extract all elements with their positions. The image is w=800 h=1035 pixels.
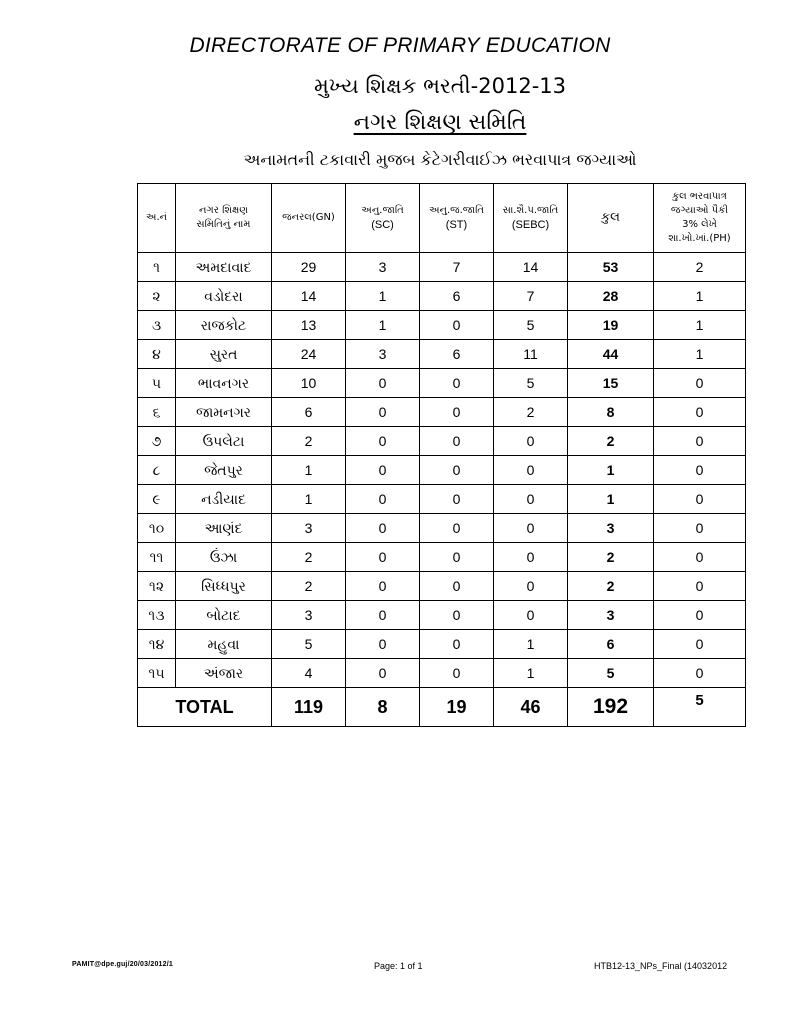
table-row [138,340,746,369]
col-header-ph-line1: કુલ ભરવાપાત્ર [672,191,727,202]
cell-gn: 13 [272,311,346,340]
cell-gn: 4 [272,659,346,688]
cell-name: રાજકોટ [176,311,272,340]
cell-total: 6 [568,630,654,659]
cell-name: મહુવા [176,630,272,659]
cell-ph: 1 [654,282,746,311]
cell-gn: 2 [272,572,346,601]
total-grand: 192 [568,688,654,727]
cell-sebc: 1 [494,659,568,688]
col-header-ph-line3: 3% લેખે [682,219,717,230]
cell-st: 0 [420,369,494,398]
cell-sn: ૫ [138,369,176,398]
table-row [138,543,746,572]
table-row [138,601,746,630]
cell-name: જામનગર [176,398,272,427]
recruitment-title: મુખ્ય શિક્ષક ભરતી-2012-13 [313,74,567,98]
cell-total: 15 [568,369,654,398]
cell-ph: 0 [654,630,746,659]
cell-ph: 0 [654,398,746,427]
col-header-sc [346,184,420,253]
col-header-name-line2: સમિતિનું નામ [196,219,251,230]
committee-subtitle: નગર શિક્ષણ સમિતિ [353,110,527,135]
table-row [138,398,746,427]
cell-total: 28 [568,282,654,311]
cell-ph: 0 [654,456,746,485]
cell-sebc: 0 [494,601,568,630]
table-row [138,630,746,659]
cell-sc: 0 [346,369,420,398]
cell-gn: 14 [272,282,346,311]
col-header-sc-line1: અનુ.જાતિ [361,205,404,216]
cell-ph: 1 [654,311,746,340]
table-row [138,456,746,485]
directorate-title: DIRECTORATE OF PRIMARY EDUCATION [189,34,611,57]
cell-sn: ૧૨ [138,572,176,601]
table-row [138,572,746,601]
cell-total: 53 [568,253,654,282]
cell-sebc: 0 [494,456,568,485]
col-header-ph [654,184,746,253]
cell-ph: 0 [654,572,746,601]
cell-sebc: 1 [494,630,568,659]
col-header-gn: જનરલ(GN) [272,184,346,253]
cell-sc: 3 [346,340,420,369]
footer-user-stamp: PAMIT@dpe.guj/20/03/2012/1 [72,961,173,968]
cell-sc: 3 [346,253,420,282]
cell-st: 0 [420,398,494,427]
cell-st: 0 [420,485,494,514]
cell-sc: 0 [346,485,420,514]
cell-sn: ૪ [138,340,176,369]
cell-gn: 6 [272,398,346,427]
cell-ph: 1 [654,340,746,369]
cell-name: જેતપુર [176,456,272,485]
cell-name: આણંદ [176,514,272,543]
cell-gn: 29 [272,253,346,282]
cell-st: 0 [420,572,494,601]
col-header-sebc-line2: (SEBC) [511,219,550,231]
cell-sc: 0 [346,630,420,659]
footer-file-name: HTB12-13_NPs_Final (14032012 [594,961,728,971]
cell-sn: ૭ [138,427,176,456]
cell-sc: 0 [346,543,420,572]
cell-sn: ૮ [138,456,176,485]
cell-sebc: 14 [494,253,568,282]
cell-gn: 24 [272,340,346,369]
total-st: 19 [420,688,494,727]
cell-st: 0 [420,514,494,543]
cell-sc: 0 [346,572,420,601]
cell-total: 44 [568,340,654,369]
cell-sebc: 0 [494,514,568,543]
cell-total: 8 [568,398,654,427]
cell-sn: ૬ [138,398,176,427]
cell-gn: 1 [272,456,346,485]
cell-sn: ૧૧ [138,543,176,572]
cell-total: 5 [568,659,654,688]
cell-ph: 0 [654,543,746,572]
cell-sc: 0 [346,514,420,543]
cell-st: 0 [420,601,494,630]
cell-name: સુરત [176,340,272,369]
cell-sc: 0 [346,601,420,630]
col-header-st-line1: અનુ.જ.જાતિ [428,205,485,216]
cell-sn: ૯ [138,485,176,514]
table-row [138,485,746,514]
cell-ph: 0 [654,601,746,630]
footer-page-number: Page: 1 of 1 [374,961,423,971]
cell-total: 3 [568,514,654,543]
col-header-st-line2: (ST) [445,219,468,231]
cell-ph: 0 [654,514,746,543]
table-body [138,253,746,688]
cell-st: 6 [420,340,494,369]
col-header-st [420,184,494,253]
col-header-total: કુલ [568,184,654,253]
cell-sc: 1 [346,311,420,340]
cell-name: અમદાવાદ [176,253,272,282]
cell-ph: 2 [654,253,746,282]
col-header-sn: અ.નં [138,184,176,253]
cell-sebc: 0 [494,572,568,601]
cell-sebc: 0 [494,543,568,572]
cell-sn: ૧૫ [138,659,176,688]
cell-total: 1 [568,485,654,514]
table-row [138,311,746,340]
cell-ph: 0 [654,485,746,514]
cell-name: નડીયાદ [176,485,272,514]
cell-sn: ૧૪ [138,630,176,659]
table-row [138,282,746,311]
cell-total: 19 [568,311,654,340]
vacancy-table [137,183,746,727]
cell-total: 2 [568,543,654,572]
cell-sc: 0 [346,456,420,485]
cell-name: ભાવનગર [176,369,272,398]
cell-name: બોટાદ [176,601,272,630]
cell-gn: 1 [272,485,346,514]
cell-gn: 5 [272,630,346,659]
table-row [138,514,746,543]
cell-gn: 10 [272,369,346,398]
cell-name: સિધ્ધપુર [176,572,272,601]
total-sebc: 46 [494,688,568,727]
total-ph: 5 [654,688,746,727]
cell-name: અંજાર [176,659,272,688]
cell-sc: 0 [346,659,420,688]
cell-sebc: 0 [494,427,568,456]
col-header-name-line1: નગર શિક્ષણ [198,205,249,216]
cell-gn: 2 [272,543,346,572]
cell-st: 0 [420,630,494,659]
cell-total: 2 [568,572,654,601]
cell-st: 0 [420,427,494,456]
cell-sc: 0 [346,427,420,456]
cell-name: વડોદરા [176,282,272,311]
table-header-row [138,184,746,253]
cell-gn: 2 [272,427,346,456]
total-row [138,688,746,727]
cell-st: 0 [420,456,494,485]
cell-sn: ૨ [138,282,176,311]
table-row [138,427,746,456]
total-sc: 8 [346,688,420,727]
total-gn: 119 [272,688,346,727]
cell-total: 2 [568,427,654,456]
cell-st: 0 [420,543,494,572]
col-header-name [176,184,272,253]
table-description: અનામતની ટકાવારી મુજબ કેટેગરીવાઈઝ ભરવાપાત્ર જગ્યાઓ [243,150,637,169]
cell-name: ઉપલેટા [176,427,272,456]
cell-name: ઉંઝા [176,543,272,572]
cell-sebc: 0 [494,485,568,514]
col-header-sebc [494,184,568,253]
cell-sc: 1 [346,282,420,311]
cell-st: 7 [420,253,494,282]
cell-st: 6 [420,282,494,311]
col-header-ph-line2: જગ્યાઓ પૈકી [670,205,729,216]
table-row [138,369,746,398]
total-label: TOTAL [138,688,272,727]
cell-sebc: 5 [494,311,568,340]
col-header-sc-line2: (SC) [371,219,394,231]
cell-sc: 0 [346,398,420,427]
col-header-ph-line4: શા.ખો.ખાં.(PH) [668,233,731,244]
cell-ph: 0 [654,659,746,688]
col-header-sebc-line1: સા.શૈ.પ.જાતિ [502,205,559,216]
cell-st: 0 [420,311,494,340]
cell-total: 3 [568,601,654,630]
table-row [138,253,746,282]
cell-sn: ૧ [138,253,176,282]
cell-sebc: 11 [494,340,568,369]
cell-sn: ૩ [138,311,176,340]
cell-total: 1 [568,456,654,485]
cell-sebc: 5 [494,369,568,398]
cell-sebc: 2 [494,398,568,427]
cell-sn: ૧૦ [138,514,176,543]
cell-gn: 3 [272,514,346,543]
cell-st: 0 [420,659,494,688]
cell-gn: 3 [272,601,346,630]
cell-ph: 0 [654,369,746,398]
table-row [138,659,746,688]
cell-sebc: 7 [494,282,568,311]
cell-ph: 0 [654,427,746,456]
cell-sn: ૧૩ [138,601,176,630]
